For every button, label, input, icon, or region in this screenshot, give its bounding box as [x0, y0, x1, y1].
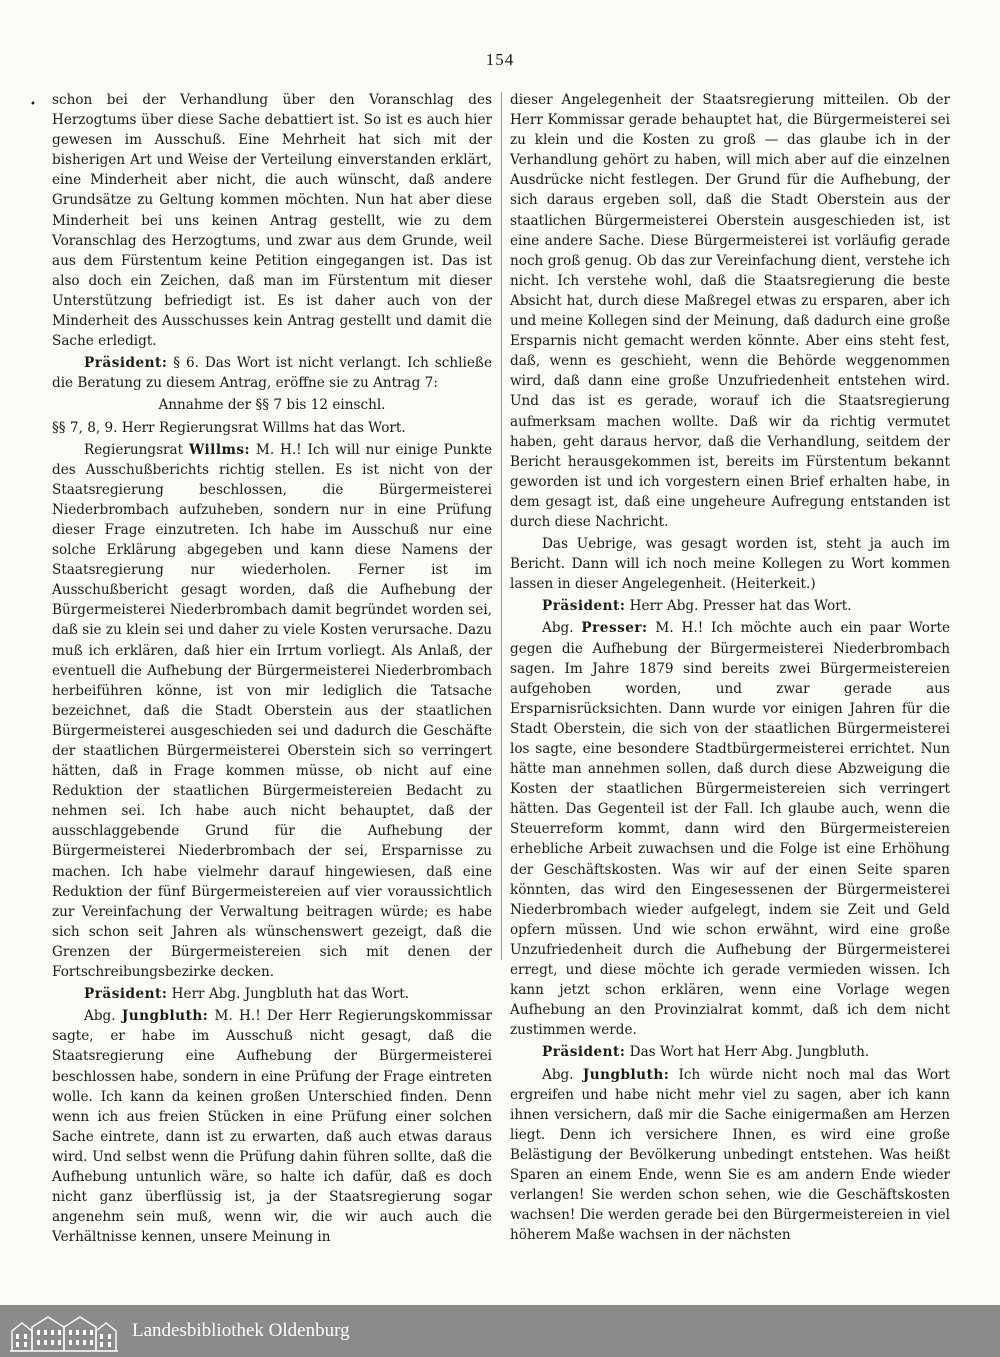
page-number: 154	[485, 50, 515, 69]
paragraph	[52, 353, 492, 393]
speaker-prefix: Abg.	[542, 1066, 583, 1083]
paragraph-text: M. H.! Der Herr Regierungskommissar sagte, er habe im Ausschuß nicht gesagt, daß die Staatsregierung eine Aufhebung der Bürgermeisterei beschlossen habe, sondern in eine Prüfung der Frage eintreten wolle. Ich kann da keinen großen Unterschied finden. Denn wenn ich aus freien Stücken in eine Prüfung einer solchen Sache eintrete, dann ist zu erwarten, daß auch etwas daraus wird. Und selbst wenn die Prüfung dahin führen sollte, daß die Aufhebung untunlich wäre, so halte ich dafür, daß es doch nicht ganz überflüssig ist, ja der Staatsregierung sogar angenehm sein muß, wenn wir, die wir auch auch die Verhältnisse kennen, unsere Meinung in	[52, 1008, 492, 1246]
paragraph: §§ 7, 8, 9. Herr Regierungsrat Willms hat das Wort.	[52, 419, 406, 436]
speaker-name: Präsident:	[542, 598, 626, 615]
speaker-name: Presser:	[581, 620, 648, 637]
paragraph: Das Uebrige, was gesagt worden ist, steht ja auch im Bericht. Dann will ich noch meine Kollegen zu Wort kommen lassen in dieser Angelegenheit. (Heiterkeit.)	[510, 536, 950, 593]
paragraph-text: Ich würde nicht noch mal das Wort ergreifen und habe nicht mehr viel zu sagen, aber ich kann ihnen versichern, daß mir die Sache einigermaßen am Herzen liegt. Denn ich versichere Ihnen, es wird eine große Belästigung der Bevölkerung unbedingt entstehen. Was heißt Sparen an einem Ende, wenn Sie es am andern Ende wieder verlangen! Sie werden schon sehen, wie die Geschäftskosten wachsen! Die werden gerade bei den Bürgermeistereien in viel höherem Maße wachsen in der nächsten	[510, 1066, 950, 1244]
speaker-name: Präsident:	[84, 986, 168, 1003]
paragraph: dieser Angelegenheit der Staatsregierung mitteilen. Ob der Herr Kommissar gerade behauptet hat, die Bürgermeisterei sei zu klein und die Kosten zu groß — das glaube ich in der Verhandlung gehört zu haben, will mich aber auf die einzelnen Ausdrücke nicht festlegen. Der Grund für die Aufhebung, der sich daraus ergeben soll, daß die Stadt Oberstein aus der staatlichen Bürgermeisterei Oberstein ausgeschieden ist, ist eine andere Sache. Diese Bürgermeisterei ist vorläufig gerade noch groß genug. Ob das zur Vereinfachung dient, verstehe ich nicht. Ich verstehe wohl, daß die Staatsregierung die beste Absicht hat, durch diese Maßregel etwas zu ersparen, aber ich und meine Kollegen sind der Meinung, daß dadurch eine große Ersparnis nicht gemacht werden könnte. Aber eins steht fest, daß, wenn es geschieht, wenn die Behörde weggenommen wird, daß dann eine große Unzufriedenheit entstehen wird. Und das ist es gerade, worauf ich die Staatsregierung aufmerksam machen wollte. Daß wir da richtig vermutet haben, geht daraus hervor, daß die Verhandlung, seitdem der Bericht herausgekommen ist, bereits im Fürstentum bekannt geworden ist und ich vorgestern einen Brief erhalten habe, in dem gesagt ist, daß eine ungeheure Aufregung entstanden ist durch diese Nachricht.	[510, 92, 950, 530]
paragraph	[510, 1065, 950, 1246]
paragraph	[52, 1006, 492, 1247]
paragraph-text: Herr Abg. Presser hat das Wort.	[625, 598, 852, 615]
speaker-name: Präsident:	[84, 355, 168, 372]
paragraph-text: M. H.! Ich will nur einige Punkte des Ausschußberichts richtig stellen. Es ist nicht von der Staatsregierung beschlossen, die Bürgermeisterei Niederbrombach aufzuheben, sondern nur in eine Prüfung dieser Frage einzutreten. Ich habe im Ausschuß nur eine solche Erklärung abgegeben und kann diese Namens der Staatsregierung nur wiederholen. Ferner ist im Ausschußbericht gesagt worden, daß die Aufhebung der Bürgermeisterei Niederbrombach damit begründet worden sei, daß sie zu klein sei und daher zu viele Kosten verursache. Dazu muß ich erklären, daß hier ein Irrtum vorliegt. Als Anlaß, der eventuell die Aufhebung der Bürgermeisterei Niederbrombach herbeiführen könne, ist von mir lediglich die Tatsache bezeichnet, daß die Stadt Oberstein aus der staatlichen Bürgermeisterei ausgeschieden sei und dadurch die Geschäfte der staatlichen Bürgermeisterei Oberstein sich so verringert hätten, daß in Frage kommen müsse, ob nicht auf eine Reduktion der staatlichen Bürgermeistereien Bedacht zu nehmen sei. Ich habe auch nicht behauptet, daß der ausschlaggebende Grund für die Aufhebung der Bürgermeisterei Niederbrombach der sei, Ersparnisse zu machen. Ich habe vielmehr darauf hingewiesen, daß eine Reduktion der fünf Bürgermeistereien auf vier voraussichtlich zur Vereinfachung der Verwaltung beitragen würde; es habe sich schon seit Jahren als wünschenswert gezeigt, daß die Grenzen der Bürgermeistereien sich mit denen der Fortschreibungsbezirke decken.	[52, 441, 492, 981]
library-building-icon	[8, 1309, 120, 1353]
left-column	[52, 90, 492, 1249]
paragraph: schon bei der Verhandlung über den Voranschlag des Herzogtums über diese Sache debattiert ist. So ist es auch hier gewesen im Ausschuß. Eine Mehrheit hat sich mit der bisherigen Art und Weise der Verteilung einverstanden erklärt, eine Minderheit aber nicht, die auch wünscht, daß andere Grundsätze zu Geltung kommen möchten. Nun hat aber diese Minderheit bei uns keinen Antrag gestellt, wie zu dem Voranschlag des Herzogtums, und zwar aus dem Grunde, weil aus dem Fürstentum keine Petition eingegangen ist. Das ist also doch ein Zeichen, daß man im Fürstentum mit dieser Unterstützung befriedigt ist. Es ist daher auch von der Minderheit des Ausschusses kein Antrag gestellt und damit die Sache erledigt.	[52, 92, 492, 350]
margin-bullet: •	[30, 99, 36, 110]
paragraph	[52, 440, 492, 983]
speaker-name: Präsident:	[542, 1044, 626, 1061]
paragraph-text: § 6. Das Wort ist nicht verlangt. Ich schließe die Beratung zu diesem Antrag, eröffne sie zu Antrag 7:	[52, 355, 492, 392]
speaker-name: Willms:	[188, 441, 251, 458]
speaker-prefix: Abg.	[542, 620, 582, 637]
library-name: Landesbibliothek Oldenburg	[132, 1320, 350, 1341]
speaker-prefix: Regierungsrat	[84, 441, 189, 458]
speaker-name: Jungbluth:	[582, 1066, 670, 1083]
right-column	[510, 90, 950, 1247]
column-divider	[501, 92, 502, 960]
paragraph	[510, 596, 950, 616]
motion-line: Annahme der §§ 7 bis 12 einschl.	[158, 397, 386, 414]
speaker-prefix: Abg.	[84, 1008, 122, 1025]
paragraph	[510, 1042, 950, 1062]
paragraph-text: Das Wort hat Herr Abg. Jungbluth.	[625, 1044, 870, 1061]
speaker-name: Jungbluth:	[121, 1008, 209, 1025]
paragraph	[510, 618, 950, 1040]
library-footer	[0, 1305, 1000, 1357]
paragraph-text: Herr Abg. Jungbluth hat das Wort.	[167, 986, 410, 1003]
paragraph-text: M. H.! Ich möchte auch ein paar Worte gegen die Aufhebung der Bürgermeisterei Niederbrombach sagen. Im Jahre 1879 sind bereits zwei Bürgermeistereien aufgehoben worden, und zwar gerade aus Ersparnisrücksichten. Dann wurde vor einigen Jahren für die Stadt Oberstein, die sich von der staatlichen Bürgermeisterei los sagte, eine besondere Stadtbürgermeisterei errichtet. Nun hätte man annehmen sollen, daß durch diese Abzweigung die Kosten der staatlichen Bürgermeistereien sich verringert hätten. Das Gegenteil ist der Fall. Ich glaube auch, wenn die Steuerreform kommt, dann wird den Bürgermeistereien erhebliche Arbeit zuwachsen und die Folge ist eine Erhöhung der Geschäftskosten. Was wir auf der einen Seite sparen könnten, das wird den Eingesessenen der Bürgermeisterei Niederbrombach wieder aufgelegt, indem sie Zeit und Geld opfern müssen. Und wie schon erwähnt, wird eine große Unzufriedenheit durch die Aufhebung der Bürgermeisterei erregt, und diese möchte ich gerade vermieden wissen. Ich kann jetzt schon erklären, wenn eine Vorlage wegen Aufhebung an den Provinzialrat kommt, daß ich dem nicht zustimmen werde.	[510, 620, 950, 1039]
paragraph	[52, 984, 492, 1004]
